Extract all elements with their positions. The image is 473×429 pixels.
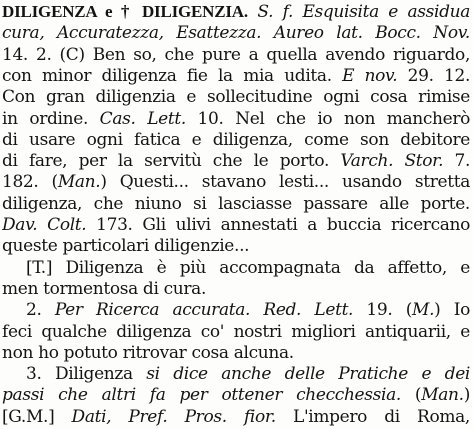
body-text: 173. Gli ulivi annestati a buccia ricercano bbox=[86, 215, 470, 235]
entry-line bbox=[2, 22, 470, 44]
italic-text: si dice anche delle Pratiche e dei bbox=[146, 364, 470, 385]
body-text: ) bbox=[463, 385, 470, 406]
italic-text: Per Ricerca accurata. Red. Lett. bbox=[54, 300, 354, 321]
entry-line bbox=[2, 108, 470, 130]
entry-line bbox=[2, 150, 470, 172]
body-text: diligenza, che niuno si lasciasse passare alle porte. bbox=[2, 193, 470, 214]
entry-line bbox=[2, 342, 470, 364]
entry-line bbox=[2, 129, 470, 151]
entry-line bbox=[26, 299, 470, 321]
entry-line bbox=[2, 214, 470, 236]
italic-text: passi che altri fa per ottener checchessia. bbox=[2, 385, 401, 406]
entry-line bbox=[2, 235, 470, 257]
body-text: [G.M.] bbox=[2, 406, 72, 427]
body-text: 2. bbox=[26, 300, 55, 321]
body-text: 7. bbox=[443, 151, 470, 172]
body-text: 10. Nel che io non mancherò bbox=[185, 108, 470, 129]
italic-text: M. bbox=[412, 300, 435, 321]
body-text: non ho potuto ritrovar cosa alcuna. bbox=[2, 342, 294, 363]
body-text: [T.] Diligenza è più accompagnata da affetto, e bbox=[26, 257, 470, 278]
body-text: di fare, per la servitù che le porto. bbox=[2, 151, 341, 172]
entry-line bbox=[2, 278, 470, 300]
entry-line bbox=[26, 363, 470, 385]
entry-line bbox=[26, 257, 470, 279]
italic-text: Dati, Pref. Pros. fior. bbox=[71, 406, 276, 427]
body-text: 29. 12. bbox=[397, 65, 470, 86]
body-text: di usare ogni fatica e diligenza, come son debitore bbox=[2, 129, 470, 150]
italic-text: cura, Accuratezza, Esattezza. Aureo lat. Bocc. Nov. bbox=[2, 23, 470, 44]
body-text: ) Io bbox=[434, 300, 470, 321]
headword: DILIGENZA e † DILIGENZIA. bbox=[2, 2, 248, 21]
entry-line bbox=[2, 406, 470, 428]
entry-line bbox=[2, 1, 470, 23]
entry-line bbox=[2, 384, 470, 406]
italic-text: Dav. Colt. bbox=[2, 215, 87, 235]
entry-line bbox=[2, 65, 470, 87]
body-text: Con gran diligenzia e sollecitudine ogni cosa rimise bbox=[2, 87, 470, 108]
italic-text: E nov. bbox=[342, 65, 398, 86]
body-text bbox=[248, 2, 257, 22]
italic-text: Man. bbox=[57, 172, 101, 193]
italic-text: S. f. Esquisita e assidua bbox=[257, 2, 470, 22]
entry-line bbox=[2, 171, 470, 193]
body-text: queste particolari diligenzie... bbox=[2, 236, 250, 257]
body-text: 182. ( bbox=[2, 172, 58, 193]
body-text: 14. 2. (C) Ben so, che pure a quella avendo riguardo, bbox=[2, 44, 470, 65]
body-text: ( bbox=[400, 385, 422, 406]
entry-line bbox=[2, 321, 470, 343]
body-text: L'impero di Roma, bbox=[275, 406, 470, 427]
entry-line bbox=[2, 193, 470, 215]
body-text: in ordine. bbox=[2, 108, 100, 129]
body-text: con minor diligenza fie la mia udita. bbox=[2, 65, 343, 86]
body-text: 19. ( bbox=[353, 300, 413, 321]
body-text: 3. Diligenza bbox=[26, 364, 147, 385]
entry-line bbox=[2, 86, 470, 108]
body-text: ) Questi... stavano lesti... usando stretta bbox=[100, 172, 470, 193]
body-text: feci qualche diligenza co' nostri migliori antiquarii, e bbox=[2, 321, 470, 342]
entry-line bbox=[2, 44, 470, 66]
italic-text: Cas. Lett. bbox=[99, 108, 186, 129]
italic-text: Man. bbox=[421, 385, 464, 406]
italic-text: Varch. Stor. bbox=[340, 151, 444, 172]
body-text: men tormentosa di cura. bbox=[2, 278, 206, 299]
